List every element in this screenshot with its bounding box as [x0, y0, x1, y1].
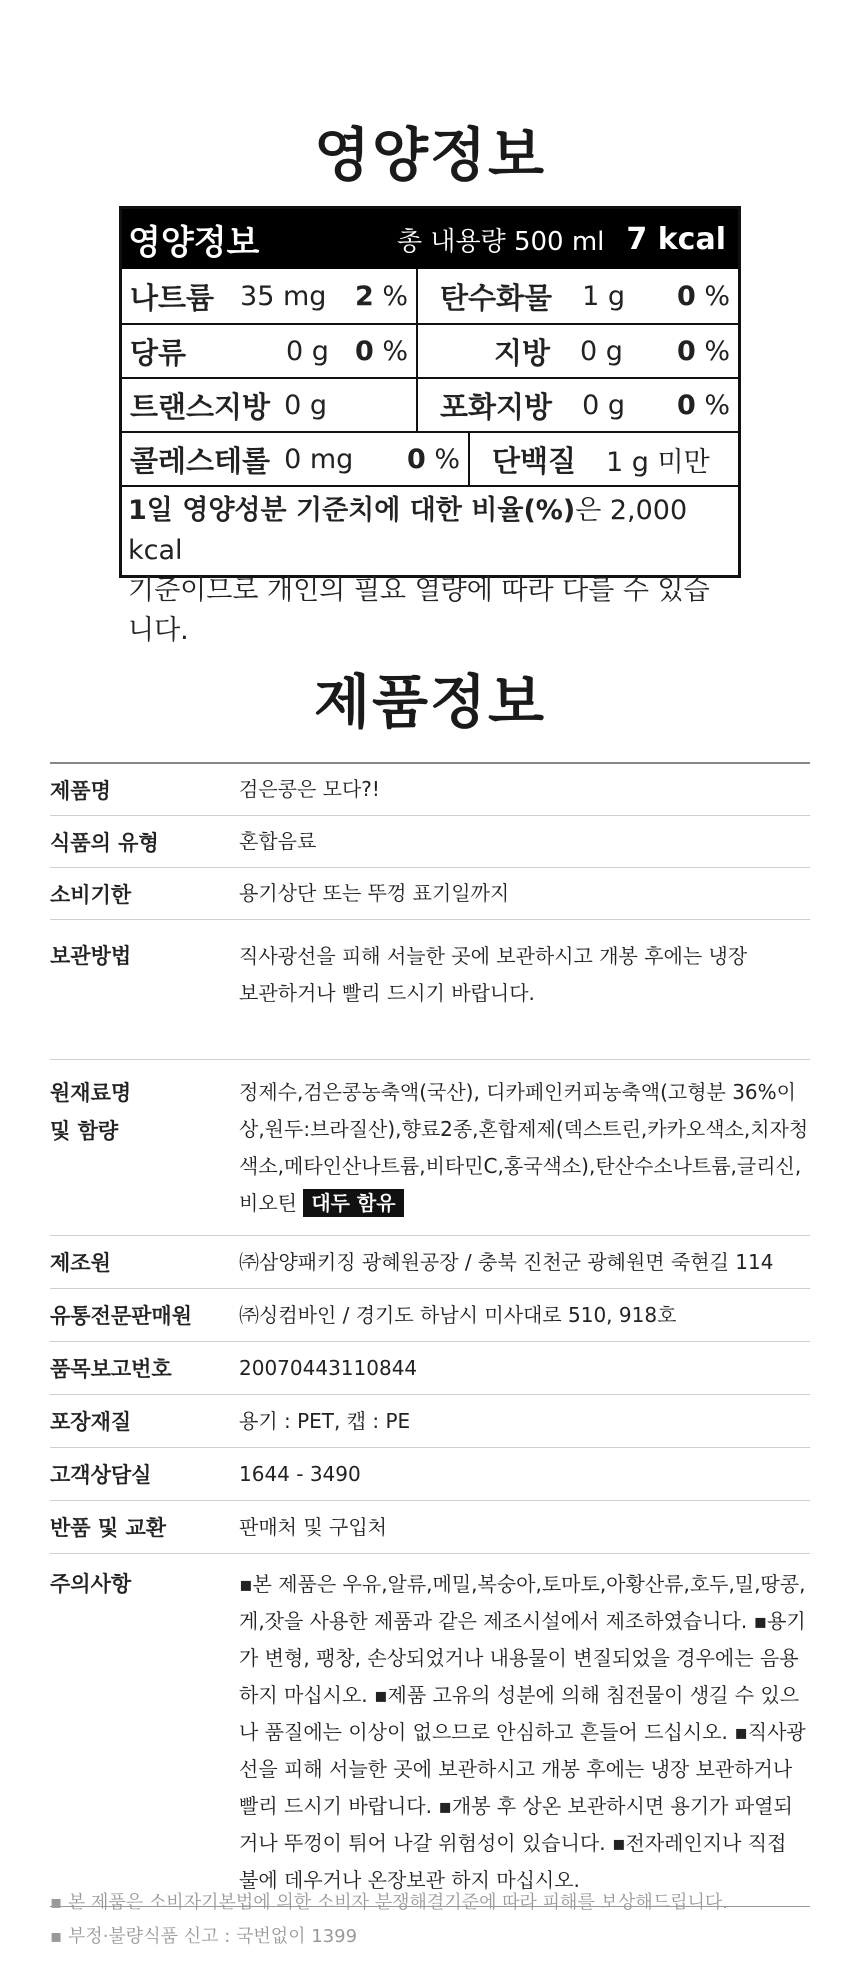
info-row — [50, 920, 810, 1060]
info-row — [50, 1289, 810, 1342]
info-value — [239, 1074, 810, 1222]
note-text-line2: 기준이므로 개인의 필요 열량에 따라 다를 수 있습니다. — [128, 575, 710, 646]
nutrient-label: 단백질 — [492, 443, 577, 478]
nutrient-label: 나트륨 — [130, 280, 215, 315]
nutrient-label: 탄수화물 — [440, 280, 553, 315]
info-value: ㈜삼양패키징 광혜원공장 / 충북 진천군 광혜원면 죽현길 114 — [239, 1249, 774, 1274]
total-kcal: 7 kcal — [626, 221, 726, 257]
nutrition-row — [122, 269, 738, 323]
nutrient-percent: 0 % — [676, 280, 730, 312]
nutrient-amount: 0 g — [286, 335, 329, 367]
info-key: 고객상담실 — [50, 1463, 152, 1487]
nutrient-cell — [418, 269, 738, 323]
info-value: 직사광선을 피해 서늘한 곳에 보관하시고 개봉 후에는 냉장 보관하거나 빨리 드시기 바랍니다. — [239, 944, 748, 1005]
footer-line: ▪ 본 제품은 소비자기본법에 의한 소비자 분쟁해결기준에 따라 피해를 보상해드립니다. — [50, 1892, 728, 1913]
info-value: 검은콩은 모다?! — [239, 777, 380, 801]
nutrition-header-label: 영양정보 — [128, 222, 260, 263]
info-value: 혼합음료 — [239, 829, 317, 853]
info-row — [50, 1448, 810, 1501]
info-row — [50, 1342, 810, 1395]
info-key: 보관방법 — [50, 944, 132, 968]
nutrient-amount: 1 g 미만 — [606, 446, 710, 478]
nutrient-amount: 0 g — [582, 389, 625, 421]
nutrient-cell — [418, 379, 738, 431]
nutrition-facts-table — [119, 206, 741, 646]
info-key: 포장재질 — [50, 1410, 132, 1434]
info-value: ▪본 제품은 우유,알류,메밀,복숭아,토마토,아황산류,호두,밀,땅콩,게,잣을 사용한 제품과 같은 제조시설에서 제조하였습니다. ▪용기가 변형, 팽창, 손상되었거나 내용물이 변질되었을 경우에는 음용하지 마십시오. ▪제품 고유의 성분에 의해 침전물이 생길 수 있으나 품질에는 이상이 없으므로 안심하고 흔들어 드십시오. ▪직사광선을 피해 서늘한 곳에 보관하시고 개봉 후에는 냉장 보관하거나 빨리 드시기 바랍니다. ▪개봉 후 상온 보관하시면 용기가 파열되거나 뚜껑이 튀어 나갈 위험성이 있습니다. ▪전자레인지나 직접 불에 데우거나 온장보관 하지 마십시오. — [239, 1572, 806, 1892]
info-row — [50, 1554, 810, 1907]
nutrient-cell — [470, 433, 738, 485]
nutrition-section-title: 영양정보 — [313, 121, 547, 189]
nutrient-cell — [122, 379, 418, 431]
nutrient-label: 포화지방 — [440, 389, 553, 424]
nutrient-amount: 0 mg — [284, 443, 354, 475]
note-text: 은 2,000 kcal — [128, 495, 688, 566]
allergen-badge: 대두 함유 — [303, 1189, 403, 1217]
daily-value-note — [122, 485, 738, 655]
nutrition-header — [122, 209, 738, 269]
product-info-table — [50, 762, 810, 1907]
info-row — [50, 868, 810, 920]
info-row — [50, 816, 810, 868]
info-row — [50, 1395, 810, 1448]
info-value: 용기 : PET, 캡 : PE — [239, 1408, 411, 1433]
info-key: 소비기한 — [50, 882, 132, 907]
info-key: 반품 및 교환 — [50, 1516, 167, 1540]
nutrient-amount: 0 g — [580, 335, 623, 367]
nutrition-row — [122, 377, 738, 431]
info-key: 원재료명 및 함량 — [50, 1081, 132, 1143]
info-value: ㈜싱컴바인 / 경기도 하남시 미사대로 510, 918호 — [239, 1302, 677, 1327]
nutrient-cell — [122, 325, 418, 377]
nutrient-cell — [122, 269, 418, 323]
nutrient-cell — [418, 325, 738, 377]
nutrition-row — [122, 431, 738, 485]
nutrient-percent: 0 % — [406, 443, 460, 475]
nutrient-label: 콜레스테롤 — [130, 443, 271, 478]
info-value: 20070443110844 — [239, 1355, 418, 1380]
nutrient-amount: 1 g — [582, 280, 625, 312]
nutrient-amount: 35 mg — [240, 280, 327, 312]
info-key: 주의사항 — [50, 1572, 132, 1596]
info-value: 용기상단 또는 뚜껑 표기일까지 — [239, 881, 510, 905]
note-bold-text: 1일 영양성분 기준치에 대한 비율(%) — [128, 495, 576, 526]
nutrient-amount: 0 g — [284, 389, 327, 421]
nutrient-percent: 0 % — [676, 389, 730, 421]
info-key: 제품명 — [50, 778, 111, 803]
footer-notes — [50, 1886, 728, 1954]
nutrient-percent: 2 % — [354, 280, 408, 312]
nutrient-label: 트랜스지방 — [130, 389, 271, 424]
info-value: 1644 - 3490 — [239, 1461, 361, 1486]
nutrition-row — [122, 323, 738, 377]
nutrient-cell — [122, 433, 470, 485]
info-row — [50, 764, 810, 816]
info-value: 판매처 및 구입처 — [239, 1514, 387, 1539]
info-key: 제조원 — [50, 1251, 111, 1275]
total-volume: 총 내용량 500 ml — [396, 226, 605, 257]
nutrient-label: 지방 — [494, 335, 551, 370]
info-key: 유통전문판매원 — [50, 1304, 193, 1328]
nutrient-label: 당류 — [130, 335, 187, 370]
footer-line: ▪ 부정·불량식품 신고 : 국번없이 1399 — [50, 1926, 358, 1947]
info-row — [50, 1501, 810, 1554]
info-key: 품목보고번호 — [50, 1357, 172, 1381]
nutrient-percent: 0 % — [676, 335, 730, 367]
info-key: 식품의 유형 — [50, 830, 159, 855]
ingredients-text: 정제수,검은콩농축액(국산), 디카페인커피농축액(고형분 36%이상,원두:브라질산),향료2종,혼합제제(덱스트린,카카오색소,치자청색소,메타인산나트륨,비타민C,홍국색소),탄산수소나트륨,글리신,비오틴 — [239, 1080, 809, 1215]
info-row — [50, 1060, 810, 1236]
info-row — [50, 1236, 810, 1289]
product-section-title: 제품정보 — [313, 668, 547, 736]
nutrient-percent: 0 % — [354, 335, 408, 367]
